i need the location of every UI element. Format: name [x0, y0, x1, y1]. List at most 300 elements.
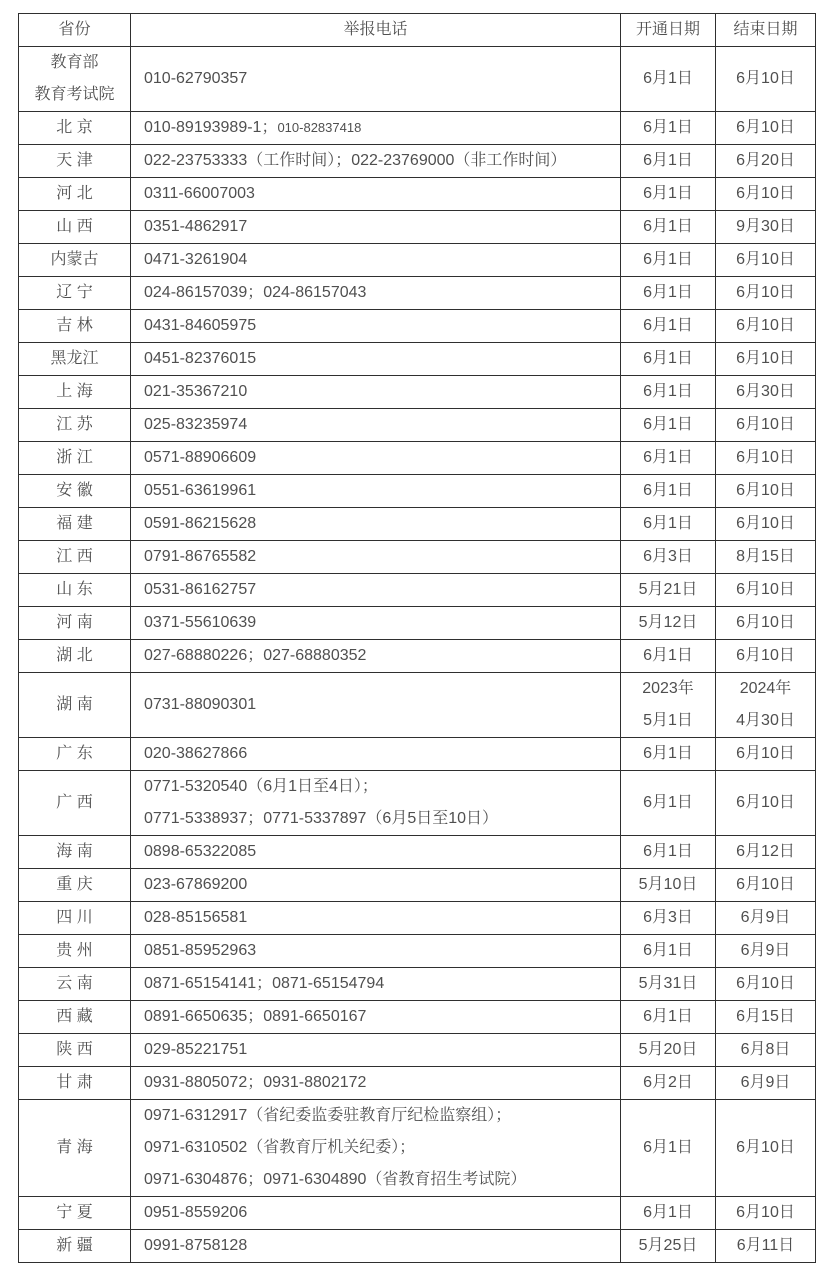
- table-body: [19, 47, 816, 1263]
- province-cell-line: 山 东: [56, 581, 93, 598]
- province-cell-line: 河 北: [56, 185, 93, 202]
- province-cell-line: 四 川: [56, 909, 93, 926]
- table-row: [19, 1197, 816, 1230]
- province-cell: [19, 442, 131, 475]
- province-cell: [19, 541, 131, 574]
- phone-number: 022-23753333（工作时间）；022-23769000（非工作时间）: [144, 152, 567, 169]
- table-row: [19, 409, 816, 442]
- phone-line: [144, 244, 607, 276]
- phone-line: [144, 1197, 607, 1229]
- open-date-cell: [621, 1100, 716, 1197]
- phone-number: 010-89193989-1；: [144, 119, 278, 136]
- open-date-cell: [621, 1034, 716, 1067]
- phone-number: 010-62790357: [144, 70, 248, 87]
- close-date-cell: [716, 738, 816, 771]
- open-date-cell: [621, 145, 716, 178]
- open-date-cell-line: 6月1日: [643, 218, 693, 235]
- open-date-cell: [621, 1230, 716, 1263]
- phone-number: 0371-55610639: [144, 614, 257, 631]
- province-cell: [19, 376, 131, 409]
- phone-line: [144, 1230, 607, 1262]
- open-date-cell: [621, 1067, 716, 1100]
- table-row: [19, 211, 816, 244]
- province-cell-line: 青 海: [56, 1139, 93, 1156]
- phone-line: [144, 836, 607, 868]
- close-date-cell: [716, 1230, 816, 1263]
- open-date-cell-line: 6月1日: [643, 942, 693, 959]
- close-date-cell: [716, 673, 816, 738]
- open-date-cell-line: 6月1日: [643, 383, 693, 400]
- close-date-cell: [716, 47, 816, 112]
- column-header-phone: 举报电话: [131, 14, 621, 47]
- phone-number: 0451-82376015: [144, 350, 257, 367]
- province-cell: [19, 244, 131, 277]
- phone-number: 021-35367210: [144, 383, 248, 400]
- phone-line: [144, 211, 607, 243]
- phone-number: 024-86157039；024-86157043: [144, 284, 367, 301]
- province-cell-line: 上 海: [56, 383, 93, 400]
- close-date-cell-line: 6月20日: [736, 152, 795, 169]
- phone-cell: [131, 1100, 621, 1197]
- open-date-cell: [621, 508, 716, 541]
- province-cell-line: 湖 北: [56, 647, 93, 664]
- phone-number: 0771-5320540（6月1日至4日）；: [144, 778, 378, 795]
- province-cell-line: 宁 夏: [56, 1204, 93, 1221]
- close-date-cell: [716, 310, 816, 343]
- province-cell: [19, 607, 131, 640]
- open-date-cell-line: 6月1日: [643, 152, 693, 169]
- phone-line: [144, 310, 607, 342]
- table-row: [19, 607, 816, 640]
- phone-line: [144, 902, 607, 934]
- table-row: [19, 145, 816, 178]
- phone-line: [144, 63, 607, 95]
- close-date-cell: [716, 475, 816, 508]
- phone-cell: [131, 869, 621, 902]
- phone-number: 0891-6650635；0891-6650167: [144, 1008, 367, 1025]
- phone-number: 010-82837418: [277, 120, 362, 135]
- close-date-cell-line: 6月10日: [736, 614, 795, 631]
- close-date-cell: [716, 541, 816, 574]
- phone-line: [144, 574, 607, 606]
- table-row: [19, 541, 816, 574]
- open-date-cell: [621, 112, 716, 145]
- phone-cell: [131, 771, 621, 836]
- province-cell: [19, 640, 131, 673]
- province-cell: [19, 673, 131, 738]
- open-date-cell: [621, 607, 716, 640]
- open-date-cell-line: 5月25日: [638, 1237, 698, 1254]
- phone-line: [144, 343, 607, 375]
- open-date-cell-line: 6月1日: [643, 416, 693, 433]
- province-cell-line: 河 南: [56, 614, 93, 631]
- province-cell: [19, 211, 131, 244]
- phone-line: [144, 475, 607, 507]
- header-row: [19, 14, 816, 47]
- close-date-cell-line: 6月10日: [736, 185, 795, 202]
- phone-cell: [131, 343, 621, 376]
- open-date-cell-line: 6月1日: [643, 284, 693, 301]
- close-date-cell: [716, 607, 816, 640]
- province-cell: [19, 1230, 131, 1263]
- table-row: [19, 1001, 816, 1034]
- close-date-cell: [716, 145, 816, 178]
- phone-number: 0991-8758128: [144, 1237, 248, 1254]
- province-cell-line: 海 南: [56, 843, 93, 860]
- close-date-cell: [716, 442, 816, 475]
- table-row: [19, 1034, 816, 1067]
- phone-line: [144, 178, 607, 210]
- open-date-cell-line: 5月10日: [638, 876, 698, 893]
- phone-number: 0931-8805072；0931-8802172: [144, 1074, 367, 1091]
- close-date-cell-line: 6月10日: [736, 350, 795, 367]
- province-cell: [19, 836, 131, 869]
- phone-cell: [131, 145, 621, 178]
- close-date-cell-line: 6月9日: [740, 1074, 791, 1091]
- province-cell-line: 浙 江: [56, 449, 93, 466]
- close-date-cell: [716, 968, 816, 1001]
- column-header-close-date: 结束日期: [716, 14, 816, 47]
- province-cell-line: 云 南: [56, 975, 93, 992]
- phone-line: [144, 1001, 607, 1033]
- close-date-cell-line: 6月10日: [736, 1139, 795, 1156]
- close-date-cell-line: 6月10日: [736, 416, 795, 433]
- phone-number: 0431-84605975: [144, 317, 257, 334]
- province-cell: [19, 409, 131, 442]
- close-date-cell: [716, 640, 816, 673]
- open-date-cell-line: 6月1日: [643, 482, 693, 499]
- phone-number: 0351-4862917: [144, 218, 248, 235]
- open-date-cell: [621, 475, 716, 508]
- phone-number: 025-83235974: [144, 416, 248, 433]
- phone-number: 029-85221751: [144, 1041, 248, 1058]
- open-date-cell-line: 6月1日: [643, 350, 693, 367]
- open-date-cell-line: 6月1日: [643, 449, 693, 466]
- province-cell-line: 甘 肃: [56, 1074, 93, 1091]
- table-row: [19, 574, 816, 607]
- province-cell: [19, 310, 131, 343]
- phone-number: 0951-8559206: [144, 1204, 248, 1221]
- column-header-open-date: 开通日期: [621, 14, 716, 47]
- close-date-cell-line: 6月10日: [736, 745, 795, 762]
- close-date-cell: [716, 902, 816, 935]
- table-row: [19, 1230, 816, 1263]
- close-date-cell-line: 6月10日: [736, 119, 795, 136]
- phone-line: [144, 1067, 607, 1099]
- open-date-cell-line: 6月1日: [643, 515, 693, 532]
- table-row: [19, 47, 816, 112]
- phone-line: [144, 640, 607, 672]
- table-header: [19, 14, 816, 47]
- phone-cell: [131, 1230, 621, 1263]
- phone-cell: [131, 112, 621, 145]
- province-cell-line: 广 东: [56, 745, 93, 762]
- phone-cell: [131, 475, 621, 508]
- table-row: [19, 673, 816, 738]
- close-date-cell-line: 6月10日: [736, 876, 795, 893]
- phone-cell: [131, 673, 621, 738]
- open-date-cell-line: 6月1日: [643, 745, 693, 762]
- province-cell-line: 教育考试院: [34, 86, 115, 103]
- open-date-cell: [621, 673, 716, 738]
- province-cell: [19, 771, 131, 836]
- table-row: [19, 968, 816, 1001]
- phone-number: 0311-66007003: [144, 185, 255, 202]
- close-date-cell: [716, 1001, 816, 1034]
- open-date-cell: [621, 541, 716, 574]
- close-date-cell-line: 6月10日: [736, 284, 795, 301]
- open-date-cell-line: 2023年: [642, 680, 694, 697]
- open-date-cell-line: 6月1日: [643, 1204, 693, 1221]
- close-date-cell-line: 6月10日: [736, 515, 795, 532]
- phone-number: 0851-85952963: [144, 942, 257, 959]
- province-cell-line: 天 津: [56, 152, 93, 169]
- phone-line: [144, 1164, 607, 1196]
- close-date-cell: [716, 409, 816, 442]
- province-cell-line: 湖 南: [56, 696, 93, 713]
- province-cell-line: 内蒙古: [50, 251, 99, 268]
- table-row: [19, 836, 816, 869]
- province-cell: [19, 343, 131, 376]
- phone-number: 0971-6304876；0971-6304890（省教育招生考试院）: [144, 1171, 527, 1188]
- phone-cell: [131, 1197, 621, 1230]
- province-cell-line: 安 徽: [56, 482, 93, 499]
- province-cell: [19, 475, 131, 508]
- close-date-cell: [716, 1034, 816, 1067]
- phone-number: 0971-6312917（省纪委监委驻教育厅纪检监察组）；: [144, 1107, 512, 1124]
- phone-cell: [131, 244, 621, 277]
- phone-cell: [131, 836, 621, 869]
- phone-number: 027-68880226；027-68880352: [144, 647, 367, 664]
- close-date-cell: [716, 244, 816, 277]
- phone-line: [144, 607, 607, 639]
- open-date-cell: [621, 738, 716, 771]
- phone-cell: [131, 902, 621, 935]
- open-date-cell: [621, 310, 716, 343]
- close-date-cell-line: 4月30日: [736, 712, 795, 729]
- province-cell-line: 黑龙江: [50, 350, 99, 367]
- close-date-cell-line: 9月30日: [736, 218, 795, 235]
- phone-line: [144, 1132, 607, 1164]
- table-row: [19, 178, 816, 211]
- phone-cell: [131, 178, 621, 211]
- close-date-cell-line: 6月10日: [736, 70, 795, 87]
- phone-line: [144, 145, 607, 177]
- open-date-cell: [621, 935, 716, 968]
- open-date-cell-line: 6月1日: [643, 1139, 693, 1156]
- phone-cell: [131, 574, 621, 607]
- close-date-cell-line: 8月15日: [736, 548, 795, 565]
- table-row: [19, 640, 816, 673]
- open-date-cell-line: 5月20日: [638, 1041, 698, 1058]
- province-cell: [19, 508, 131, 541]
- open-date-cell: [621, 574, 716, 607]
- open-date-cell: [621, 178, 716, 211]
- open-date-cell-line: 6月2日: [643, 1074, 693, 1091]
- phone-cell: [131, 310, 621, 343]
- province-cell: [19, 277, 131, 310]
- close-date-cell-line: 6月8日: [740, 1041, 791, 1058]
- close-date-cell-line: 6月10日: [736, 794, 795, 811]
- open-date-cell-line: 6月1日: [643, 647, 693, 664]
- column-header-province: 省份: [19, 14, 131, 47]
- phone-number: 0591-86215628: [144, 515, 257, 532]
- open-date-cell-line: 5月31日: [638, 975, 698, 992]
- table-row: [19, 112, 816, 145]
- phone-cell: [131, 738, 621, 771]
- phone-line: [144, 409, 607, 441]
- province-cell-line: 江 苏: [56, 416, 93, 433]
- province-cell: [19, 178, 131, 211]
- phone-line: [144, 968, 607, 1000]
- close-date-cell: [716, 211, 816, 244]
- close-date-cell: [716, 771, 816, 836]
- phone-cell: [131, 409, 621, 442]
- province-cell-line: 西 藏: [56, 1008, 93, 1025]
- table-row: [19, 244, 816, 277]
- phone-cell: [131, 541, 621, 574]
- phone-cell: [131, 968, 621, 1001]
- open-date-cell: [621, 343, 716, 376]
- phone-line: [144, 771, 607, 803]
- open-date-cell-line: 6月1日: [643, 317, 693, 334]
- open-date-cell: [621, 771, 716, 836]
- open-date-cell-line: 6月1日: [643, 251, 693, 268]
- close-date-cell: [716, 277, 816, 310]
- phone-line: [144, 738, 607, 770]
- open-date-cell: [621, 409, 716, 442]
- phone-cell: [131, 935, 621, 968]
- province-cell: [19, 47, 131, 112]
- phone-number: 028-85156581: [144, 909, 248, 926]
- close-date-cell-line: 6月9日: [740, 909, 791, 926]
- phone-line: [144, 689, 607, 721]
- phone-number: 0731-88090301: [144, 696, 257, 713]
- open-date-cell: [621, 277, 716, 310]
- close-date-cell: [716, 1197, 816, 1230]
- close-date-cell-line: 6月10日: [736, 581, 795, 598]
- phone-line: [144, 376, 607, 408]
- phone-line: [144, 508, 607, 540]
- phone-number: 0531-86162757: [144, 581, 257, 598]
- province-cell-line: 北 京: [56, 119, 93, 136]
- close-date-cell: [716, 508, 816, 541]
- phone-number: 0471-3261904: [144, 251, 248, 268]
- table-row: [19, 738, 816, 771]
- open-date-cell: [621, 902, 716, 935]
- close-date-cell-line: 6月10日: [736, 647, 795, 664]
- province-cell-line: 重 庆: [56, 876, 93, 893]
- table-row: [19, 771, 816, 836]
- close-date-cell: [716, 574, 816, 607]
- close-date-cell: [716, 935, 816, 968]
- table-row: [19, 869, 816, 902]
- hotline-table: [18, 13, 816, 1263]
- province-cell: [19, 968, 131, 1001]
- close-date-cell-line: 6月10日: [736, 1204, 795, 1221]
- table-row: [19, 310, 816, 343]
- province-cell-line: 山 西: [56, 218, 93, 235]
- phone-cell: [131, 1034, 621, 1067]
- open-date-cell-line: 6月1日: [643, 185, 693, 202]
- table-row: [19, 935, 816, 968]
- phone-cell: [131, 277, 621, 310]
- close-date-cell: [716, 1067, 816, 1100]
- phone-cell: [131, 1067, 621, 1100]
- phone-cell: [131, 47, 621, 112]
- close-date-cell-line: 6月11日: [736, 1237, 795, 1254]
- table-row: [19, 277, 816, 310]
- close-date-cell: [716, 376, 816, 409]
- close-date-cell-line: 6月15日: [736, 1008, 795, 1025]
- close-date-cell: [716, 836, 816, 869]
- phone-line: [144, 541, 607, 573]
- table-row: [19, 1067, 816, 1100]
- open-date-cell: [621, 47, 716, 112]
- province-cell: [19, 1100, 131, 1197]
- open-date-cell: [621, 836, 716, 869]
- phone-line: [144, 1034, 607, 1066]
- province-cell: [19, 574, 131, 607]
- province-cell: [19, 738, 131, 771]
- open-date-cell-line: 6月1日: [643, 843, 693, 860]
- close-date-cell-line: 6月10日: [736, 449, 795, 466]
- phone-line: [144, 869, 607, 901]
- close-date-cell: [716, 869, 816, 902]
- open-date-cell: [621, 1001, 716, 1034]
- province-cell-line: 辽 宁: [56, 284, 93, 301]
- table-row: [19, 475, 816, 508]
- table-row: [19, 902, 816, 935]
- phone-number: 0791-86765582: [144, 548, 257, 565]
- open-date-cell-line: 6月1日: [643, 1008, 693, 1025]
- phone-number: 0771-5338937；0771-5337897（6月5日至10日）: [144, 810, 499, 827]
- province-cell-line: 江 西: [56, 548, 93, 565]
- table-row: [19, 442, 816, 475]
- phone-number: 023-67869200: [144, 876, 248, 893]
- province-cell-line: 陕 西: [56, 1041, 93, 1058]
- province-cell: [19, 869, 131, 902]
- phone-line: [144, 442, 607, 474]
- open-date-cell: [621, 869, 716, 902]
- table-row: [19, 343, 816, 376]
- open-date-cell-line: 6月3日: [643, 909, 693, 926]
- open-date-cell: [621, 640, 716, 673]
- phone-number: 020-38627866: [144, 745, 248, 762]
- phone-cell: [131, 607, 621, 640]
- phone-line: [144, 112, 607, 144]
- phone-cell: [131, 211, 621, 244]
- province-cell-line: 新 疆: [56, 1237, 93, 1254]
- province-cell: [19, 902, 131, 935]
- close-date-cell-line: 2024年: [739, 680, 792, 697]
- open-date-cell: [621, 376, 716, 409]
- phone-cell: [131, 1001, 621, 1034]
- province-cell: [19, 1001, 131, 1034]
- province-cell: [19, 1034, 131, 1067]
- phone-cell: [131, 640, 621, 673]
- close-date-cell: [716, 178, 816, 211]
- open-date-cell-line: 6月3日: [643, 548, 693, 565]
- phone-line: [144, 935, 607, 967]
- phone-line: [144, 277, 607, 309]
- open-date-cell-line: 6月1日: [643, 119, 693, 136]
- phone-number: 0898-65322085: [144, 843, 257, 860]
- phone-cell: [131, 442, 621, 475]
- open-date-cell: [621, 244, 716, 277]
- phone-line: [144, 1100, 607, 1132]
- open-date-cell: [621, 1197, 716, 1230]
